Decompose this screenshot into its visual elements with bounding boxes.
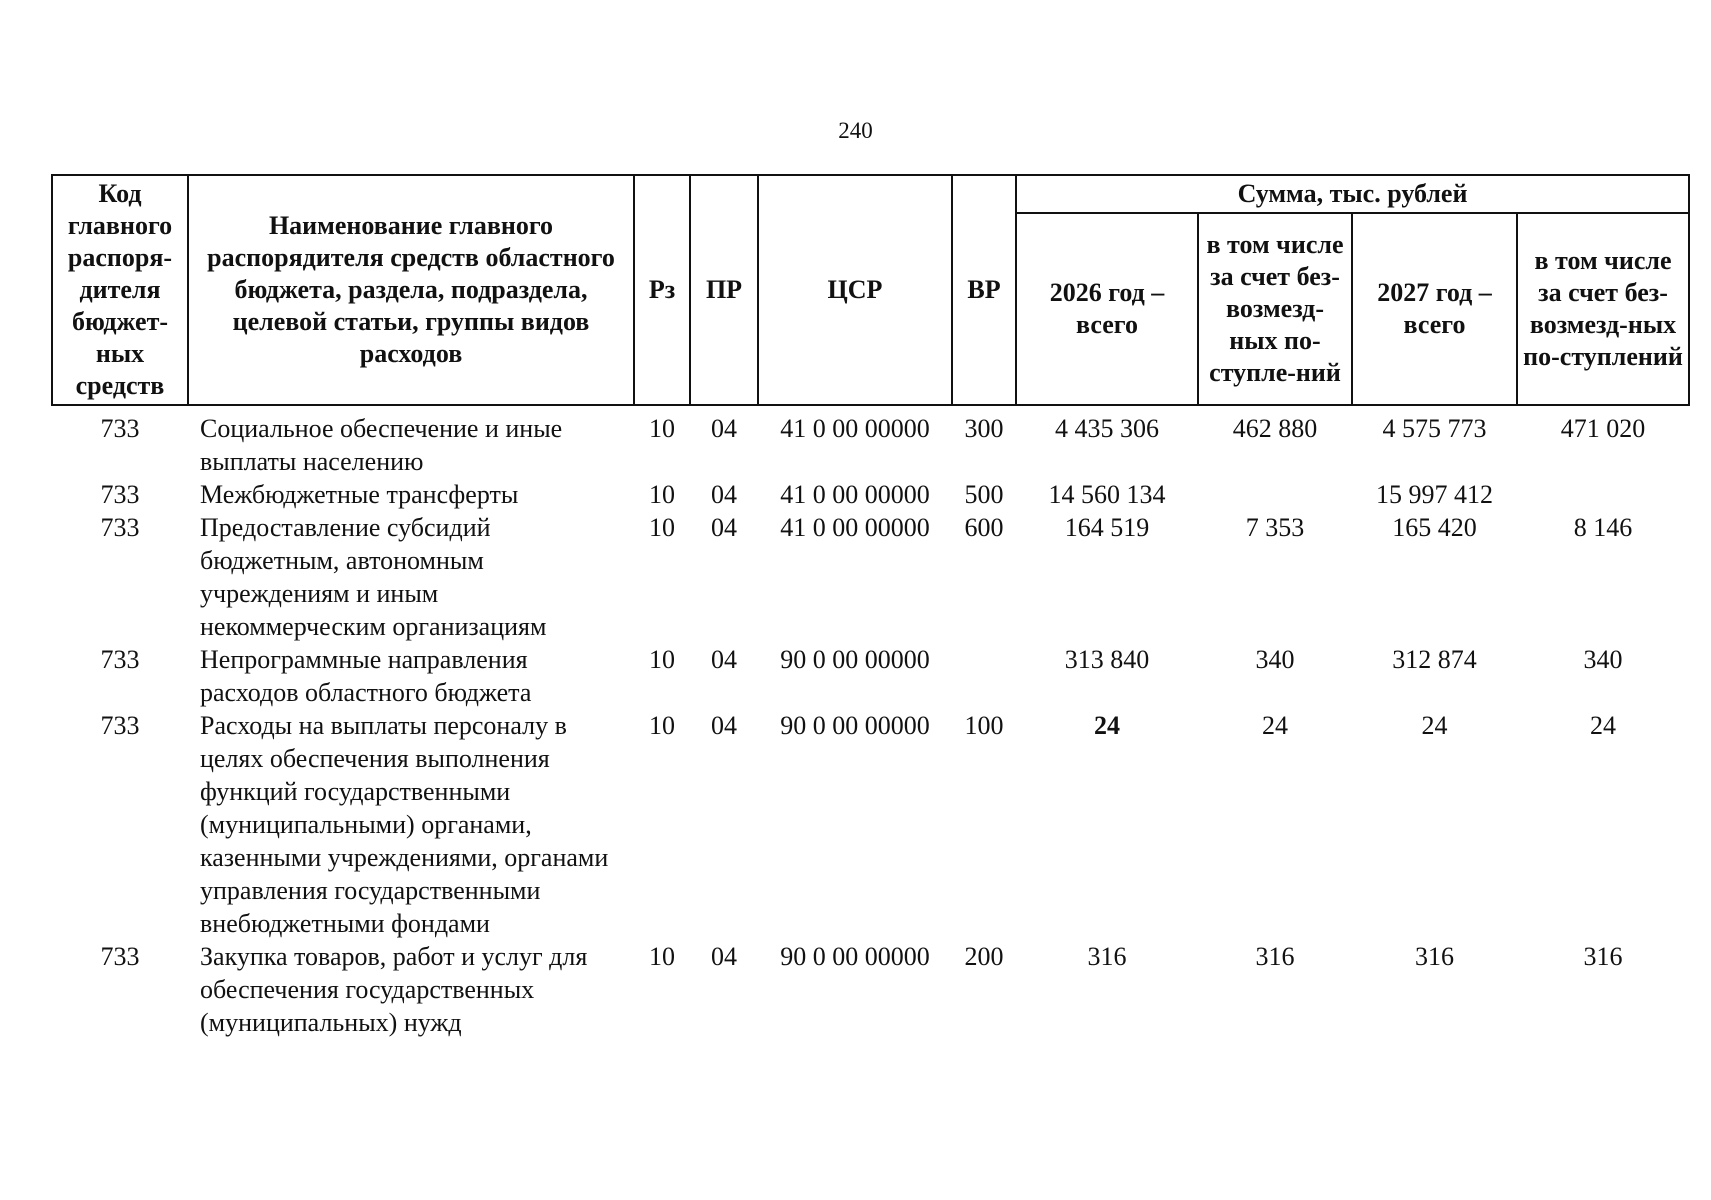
cell-csr: 90 0 00 00000 xyxy=(780,645,930,674)
cell-code: 733 xyxy=(100,480,140,509)
cell-vr: 500 xyxy=(964,480,1004,509)
cell-2027-grants: 24 xyxy=(1590,711,1616,740)
col-header-vr: ВР xyxy=(952,175,1016,405)
col-header-2027-total: 2027 год – всего xyxy=(1352,213,1517,405)
cell-name: Предоставление субсидий бюджетным, автономным учреждениям и иным некоммерческим организациям xyxy=(200,513,547,641)
table-row xyxy=(52,940,1689,1039)
cell-2027-total: 312 874 xyxy=(1392,645,1477,674)
cell-2026-grants xyxy=(1198,478,1352,511)
cell-2027-total: 165 420 xyxy=(1392,513,1477,542)
cell-name: Социальное обеспечение и иные выплаты населению xyxy=(200,414,563,476)
cell-2027-total: 15 997 412 xyxy=(1376,480,1493,509)
cell-2027-grants: 340 xyxy=(1583,645,1623,674)
cell-csr: 90 0 00 00000 xyxy=(780,711,930,740)
cell-2026-total: 316 xyxy=(1087,942,1127,971)
cell-code: 733 xyxy=(100,711,140,740)
cell-2026-total: 164 519 xyxy=(1064,513,1150,542)
cell-code: 733 xyxy=(100,645,140,674)
cell-2026-total: 4 435 306 xyxy=(1055,414,1159,443)
table-row xyxy=(52,511,1689,643)
cell-csr: 41 0 00 00000 xyxy=(780,414,930,443)
budget-table xyxy=(51,174,1690,1039)
cell-rz: 10 xyxy=(649,513,675,542)
col-header-csr: ЦСР xyxy=(758,175,952,405)
cell-2026-grants: 462 880 xyxy=(1232,414,1318,443)
col-header-2026-total: 2026 год – всего xyxy=(1016,213,1198,405)
col-header-rz: Рз xyxy=(634,175,690,405)
cell-2027-grants: 8 146 xyxy=(1573,513,1633,542)
cell-pr: 04 xyxy=(711,942,737,971)
cell-2027-total: 316 xyxy=(1415,942,1454,971)
cell-2027-grants: 316 xyxy=(1583,942,1623,971)
table-row xyxy=(52,405,1689,478)
cell-2027-grants: 471 020 xyxy=(1560,414,1646,443)
col-header-code: Код главного распоря-дителя бюджет-ных средств xyxy=(52,175,188,405)
cell-pr: 04 xyxy=(711,480,737,509)
cell-rz: 10 xyxy=(649,711,675,740)
cell-code: 733 xyxy=(100,513,140,542)
cell-code: 733 xyxy=(100,942,140,971)
cell-csr: 90 0 00 00000 xyxy=(780,942,930,971)
cell-name: Расходы на выплаты персоналу в целях обеспечения выполнения функций государственными (муниципальными) органами, казенными учреждениями, органами управления государственными внебюджетными фондами xyxy=(200,711,609,938)
cell-name: Непрограммные направления расходов областного бюджета xyxy=(200,645,532,707)
cell-2026-total: 14 560 134 xyxy=(1048,480,1166,509)
cell-vr: 200 xyxy=(964,942,1004,971)
col-header-name: Наименование главного распорядителя средств областного бюджета, раздела, подраздела, целевой статьи, группы видов расходов xyxy=(188,175,634,405)
cell-2027-total: 4 575 773 xyxy=(1382,414,1487,443)
cell-pr: 04 xyxy=(711,513,737,542)
cell-pr: 04 xyxy=(711,711,737,740)
col-header-2027-grants: в том числе за счет без-возмезд-ных по-ступлений xyxy=(1517,213,1689,405)
cell-csr: 41 0 00 00000 xyxy=(780,480,930,509)
cell-2027-grants xyxy=(1517,478,1689,511)
table-header-row xyxy=(52,175,1689,213)
cell-2026-grants: 316 xyxy=(1255,942,1295,971)
cell-vr: 600 xyxy=(964,513,1004,542)
cell-code: 733 xyxy=(100,414,140,443)
page-number: 240 xyxy=(838,118,873,143)
cell-2026-total: 313 840 xyxy=(1064,645,1150,674)
col-header-pr: ПР xyxy=(690,175,758,405)
cell-vr xyxy=(952,643,1016,709)
cell-2026-grants: 24 xyxy=(1262,711,1288,740)
cell-name: Межбюджетные трансферты xyxy=(200,480,519,509)
cell-name: Закупка товаров, работ и услуг для обеспечения государственных (муниципальных) нужд xyxy=(200,942,588,1037)
table-row xyxy=(52,478,1689,511)
cell-2026-grants: 7 353 xyxy=(1245,513,1305,542)
cell-rz: 10 xyxy=(649,645,675,674)
cell-pr: 04 xyxy=(711,414,737,443)
table-row xyxy=(52,709,1689,940)
cell-vr: 300 xyxy=(964,414,1004,443)
col-header-sum: Сумма, тыс. рублей xyxy=(1016,175,1689,213)
cell-rz: 10 xyxy=(649,414,675,443)
cell-rz: 10 xyxy=(649,480,675,509)
cell-2026-grants: 340 xyxy=(1255,645,1295,674)
cell-2026-total: 24 xyxy=(1094,711,1120,740)
cell-rz: 10 xyxy=(649,942,675,971)
cell-pr: 04 xyxy=(711,645,737,674)
cell-vr: 100 xyxy=(964,711,1004,740)
col-header-2026-grants: в том числе за счет без-возмезд-ных по-ступле-ний xyxy=(1198,213,1352,405)
table-row xyxy=(52,643,1689,709)
cell-csr: 41 0 00 00000 xyxy=(780,513,930,542)
cell-2027-total: 24 xyxy=(1421,711,1448,740)
